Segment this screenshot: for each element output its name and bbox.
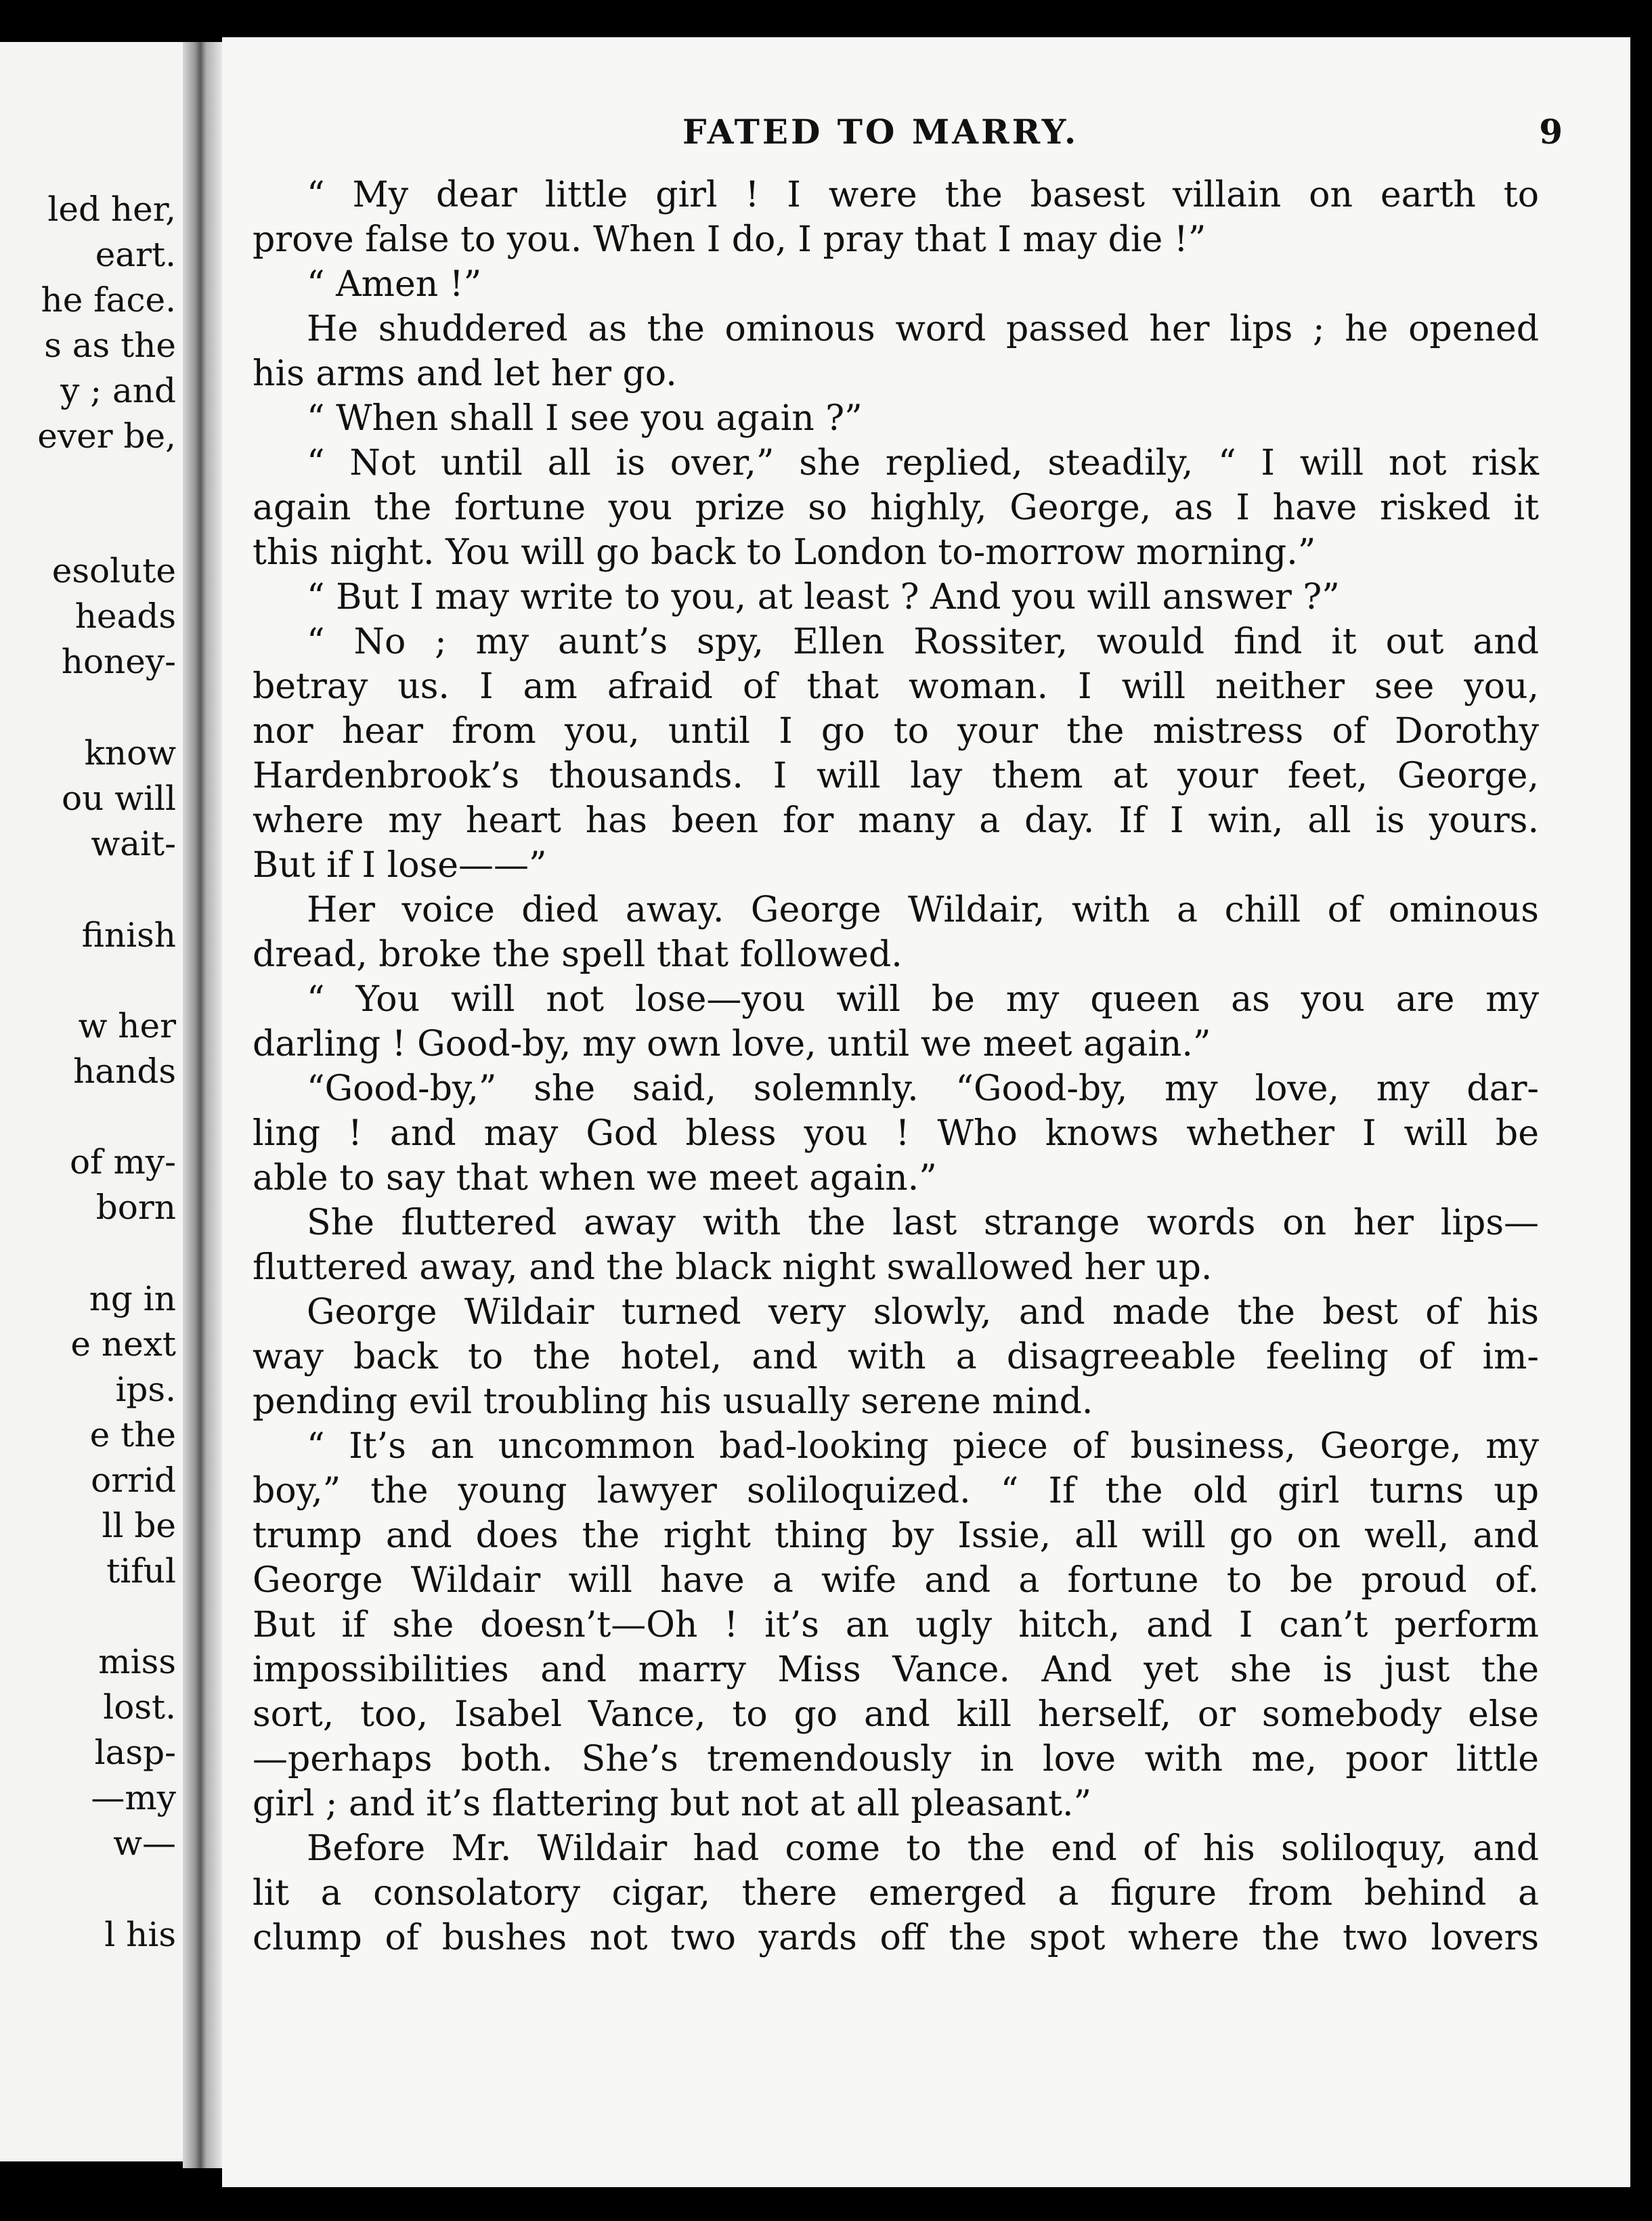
- text-line: trump and does the right thing by Issie, all will go on well, and: [253, 1515, 1539, 1556]
- facing-text-fragment: e next: [70, 1324, 176, 1364]
- facing-text-fragment: y ; and: [60, 371, 176, 410]
- text-line: where my heart has been for many a day. If I win, all is yours.: [253, 800, 1539, 841]
- book-page: [222, 37, 1630, 2187]
- text-line: able to say that when we meet again.”: [253, 1158, 937, 1199]
- text-line: lit a consolatory cigar, there emerged a figure from behind a: [253, 1873, 1539, 1914]
- page-header: [222, 112, 1630, 159]
- text-line: pending evil troubling his usually serene mind.: [253, 1381, 1093, 1422]
- facing-text-fragment: e the: [89, 1415, 176, 1454]
- text-line: his arms and let her go.: [253, 353, 677, 394]
- facing-text-fragment: ng in: [89, 1279, 176, 1318]
- facing-text-fragment: honey-: [61, 642, 176, 681]
- facing-text-fragment: he face.: [41, 280, 176, 320]
- text-line: way back to the hotel, and with a disagreeable feeling of im-: [253, 1337, 1539, 1377]
- text-line: “Good-by,” she said, solemnly. “Good-by, my love, my dar-: [307, 1069, 1539, 1109]
- text-line: ling ! and may God bless you ! Who knows whether I will be: [253, 1113, 1539, 1154]
- text-line: again the fortune you prize so highly, George, as I have risked it: [253, 488, 1539, 528]
- text-line: Her voice died away. George Wildair, with a chill of ominous: [307, 890, 1539, 930]
- text-line: darling ! Good-by, my own love, until we meet again.”: [253, 1024, 1211, 1064]
- facing-text-fragment: miss: [98, 1642, 176, 1681]
- text-line: boy,” the young lawyer soliloquized. “ If the old girl turns up: [253, 1471, 1539, 1511]
- facing-text-fragment: esolute: [51, 551, 176, 590]
- facing-text-fragment: w her: [78, 1006, 176, 1045]
- facing-text-fragment: ou will: [62, 779, 176, 818]
- text-line: —perhaps both. She’s tremendously in love with me, poor little: [253, 1739, 1539, 1780]
- book-gutter: [183, 42, 222, 2168]
- facing-text-fragment: born: [95, 1188, 176, 1227]
- facing-text-fragment: lasp-: [94, 1733, 176, 1772]
- text-line: betray us. I am afraid of that woman. I will neither see you,: [253, 666, 1539, 707]
- text-line: She fluttered away with the last strange words on her lips—: [307, 1203, 1539, 1243]
- facing-text-fragment: orrid: [91, 1461, 176, 1500]
- facing-text-fragment: —my: [91, 1778, 176, 1817]
- facing-text-fragment: ever be,: [37, 416, 176, 456]
- text-line: But if I lose——”: [253, 845, 547, 886]
- facing-text-fragment: of my-: [69, 1142, 176, 1182]
- text-line: this night. You will go back to London to-morrow morning.”: [253, 532, 1316, 573]
- text-line: “ Amen !”: [307, 264, 482, 305]
- facing-text-fragment: eart.: [95, 235, 176, 274]
- text-line: Before Mr. Wildair had come to the end of his soliloquy, and: [307, 1828, 1539, 1869]
- facing-page-fragment: [0, 42, 183, 2161]
- text-line: He shuddered as the ominous word passed her lips ; he opened: [307, 309, 1539, 349]
- facing-text-fragment: led her,: [47, 190, 176, 229]
- facing-text-fragment: know: [84, 733, 176, 773]
- text-line: “ You will not lose—you will be my queen as you are my: [307, 979, 1539, 1020]
- text-line: Hardenbrook’s thousands. I will lay them at your feet, George,: [253, 756, 1539, 796]
- text-line: “ When shall I see you again ?”: [307, 398, 863, 439]
- facing-text-fragment: l his: [104, 1915, 176, 1954]
- facing-text-fragment: w—: [113, 1824, 176, 1863]
- text-line: sort, too, Isabel Vance, to go and kill herself, or somebody else: [253, 1694, 1539, 1735]
- facing-text-fragment: ll be: [102, 1506, 176, 1545]
- facing-text-fragment: lost.: [103, 1687, 176, 1727]
- text-line: “ But I may write to you, at least ? And you will answer ?”: [307, 577, 1340, 618]
- facing-text-fragment: heads: [74, 597, 176, 636]
- text-line: “ Not until all is over,” she replied, steadily, “ I will not risk: [307, 443, 1539, 483]
- text-line: But if she doesn’t—Oh ! it’s an ugly hitch, and I can’t perform: [253, 1605, 1539, 1645]
- running-head: FATED TO MARRY.: [682, 112, 1079, 152]
- text-line: clump of bushes not two yards off the spot where the two lovers: [253, 1918, 1539, 1958]
- text-line: girl ; and it’s flattering but not at all pleasant.”: [253, 1784, 1092, 1824]
- text-line: dread, broke the spell that followed.: [253, 934, 903, 975]
- facing-text-fragment: finish: [81, 915, 176, 955]
- text-line: nor hear from you, until I go to your the mistress of Dorothy: [253, 711, 1539, 752]
- facing-text-fragment: tiful: [106, 1551, 176, 1591]
- text-line: “ It’s an uncommon bad-looking piece of business, George, my: [307, 1426, 1539, 1467]
- page-number: 9: [1539, 112, 1563, 152]
- text-line: impossibilities and marry Miss Vance. And yet she is just the: [253, 1649, 1539, 1690]
- text-line: prove false to you. When I do, I pray that I may die !”: [253, 219, 1207, 260]
- text-line: George Wildair turned very slowly, and made the best of his: [307, 1292, 1539, 1333]
- facing-text-fragment: hands: [73, 1052, 176, 1091]
- text-line: George Wildair will have a wife and a fortune to be proud of.: [253, 1560, 1539, 1601]
- facing-text-fragment: wait-: [91, 824, 176, 863]
- facing-text-fragment: ips.: [115, 1370, 176, 1409]
- text-line: “ No ; my aunt’s spy, Ellen Rossiter, would find it out and: [307, 622, 1539, 662]
- text-line: “ My dear little girl ! I were the basest villain on earth to: [307, 175, 1539, 215]
- text-line: fluttered away, and the black night swallowed her up.: [253, 1247, 1213, 1288]
- facing-text-fragment: s as the: [44, 326, 176, 365]
